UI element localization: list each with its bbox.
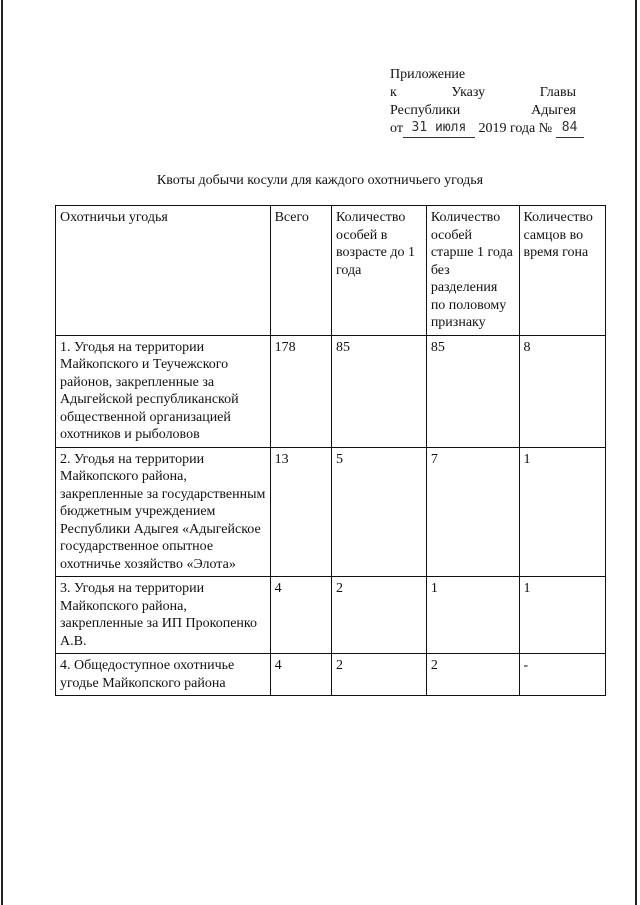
handwritten-number: 84 [556,120,584,138]
table-row [56,654,606,696]
row-under-1-year: 2 [332,577,427,654]
row-hunting-ground: 1. Угодья на территории Майкопского и Теучежского районов, закрепленные за Адыгейской республиканской общественной организацией охотников и рыболовов [56,335,271,447]
appendix-word: Адыгея [531,103,576,118]
row-hunting-ground: 2. Угодья на территории Майкопского района, закрепленные за государственным бюджетным учреждением Республики Адыгея «Адыгейское государственное опытное охотничье хозяйство «Элота» [56,447,271,577]
appendix-line-3 [390,102,576,120]
year-text: 2019 года № [474,121,556,136]
table-row [56,447,606,577]
header-under-1-year: Количество особей в возрасте до 1 года [332,206,427,336]
row-males-rut: - [519,654,605,696]
appendix-line-4 [390,120,576,138]
row-total: 4 [270,577,331,654]
appendix-word: Главы [539,85,576,100]
row-total: 178 [270,335,331,447]
row-under-1-year: 5 [332,447,427,577]
row-over-1-year: 85 [426,335,519,447]
appendix-line-1 [390,66,576,84]
row-males-rut: 1 [519,447,605,577]
row-total: 13 [270,447,331,577]
header-hunting-grounds: Охотничьи угодья [56,206,271,336]
row-over-1-year: 7 [426,447,519,577]
appendix-line-2 [390,84,576,102]
appendix-word: к [390,85,397,100]
appendix-word: Указу [451,85,486,100]
page-right-border [635,0,637,905]
appendix-title: Приложение [390,67,466,82]
table-row [56,335,606,447]
row-under-1-year: 2 [332,654,427,696]
row-males-rut: 8 [519,335,605,447]
page-left-border [1,0,3,905]
appendix-word: Республики [390,103,461,118]
quotas-table [55,205,606,696]
row-total: 4 [270,654,331,696]
handwritten-date: 31 июля [403,120,475,138]
row-under-1-year: 85 [332,335,427,447]
row-over-1-year: 1 [426,577,519,654]
row-hunting-ground: 3. Угодья на территории Майкопского района, закрепленные за ИП Прокопенко А.В. [56,577,271,654]
table-header-row [56,206,606,336]
document-title: Квоты добычи косули для каждого охотничьего угодья [156,173,484,188]
table-row [56,577,606,654]
row-over-1-year: 2 [426,654,519,696]
row-hunting-ground: 4. Общедоступное охотничье угодье Майкопского района [56,654,271,696]
date-prefix: от [390,121,403,136]
row-males-rut: 1 [519,577,605,654]
appendix-block [390,66,576,138]
header-over-1-year: Количество особей старше 1 года без разделения по половому признаку [426,206,519,336]
header-total: Всего [270,206,331,336]
header-males-rut: Количество самцов во время гона [519,206,605,336]
